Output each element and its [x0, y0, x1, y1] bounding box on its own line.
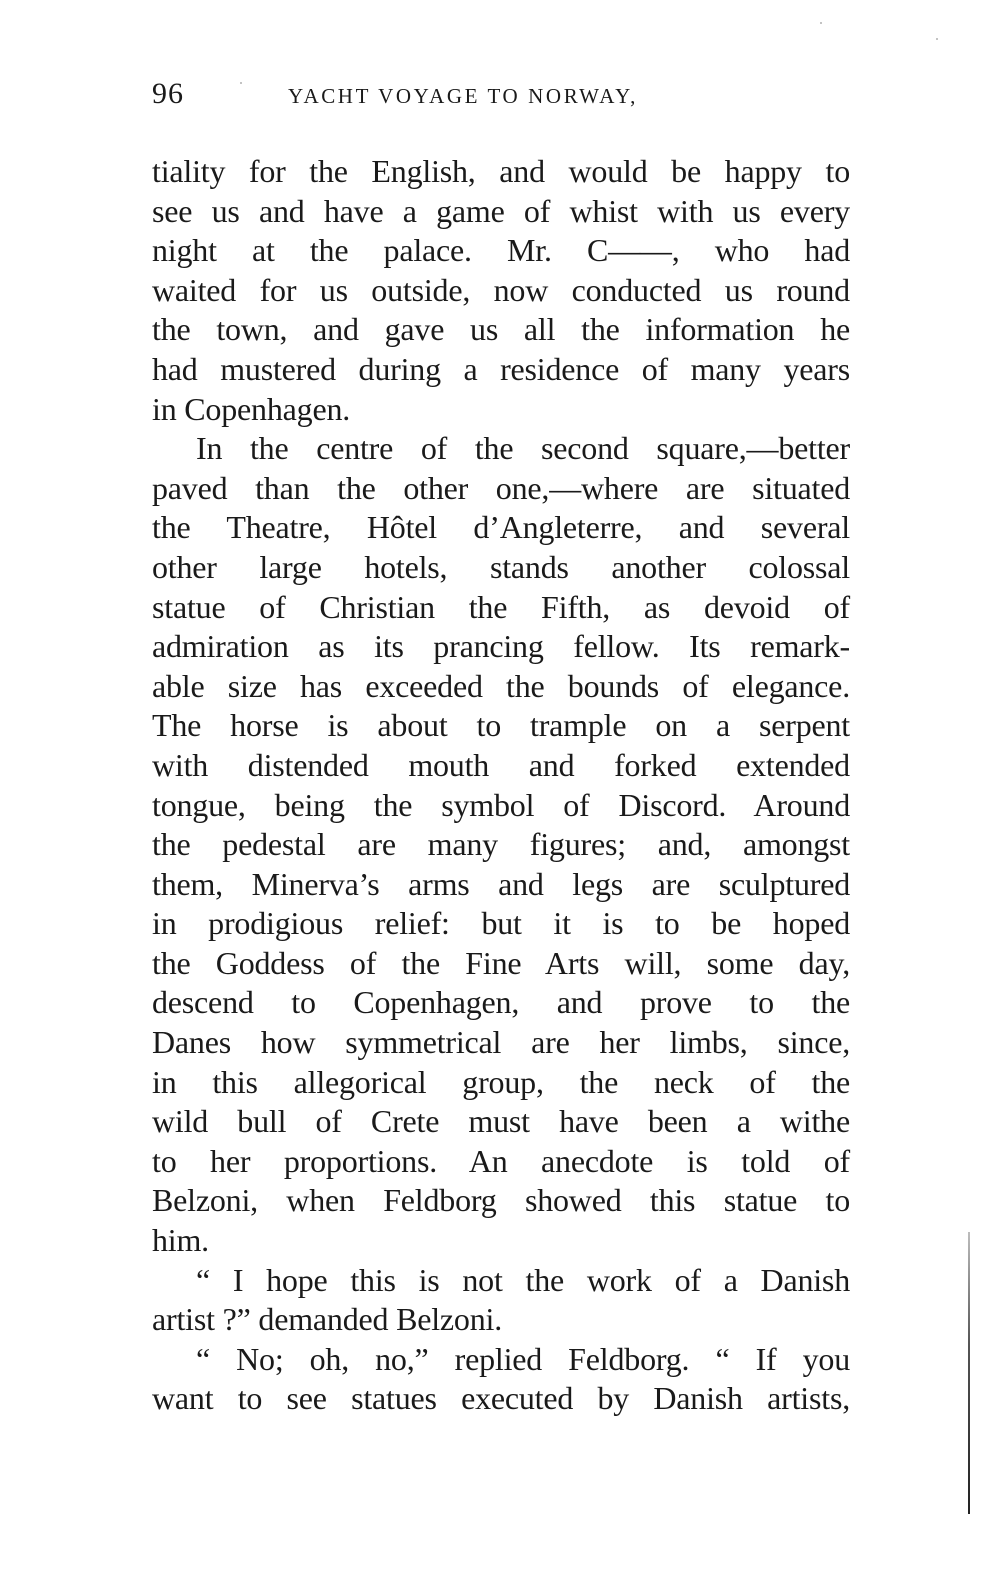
text-line: waited for us outside, now conducted us round [152, 271, 850, 308]
text-line: with distended mouth and forked extended [152, 746, 850, 783]
text-line: night at the palace. Mr. C——, who had [152, 232, 850, 269]
scan-speck [240, 82, 242, 84]
page-number: 96 [152, 77, 184, 110]
text-line: Danes how symmetrical are her limbs, since, [152, 1024, 850, 1061]
paragraph-start: “ I hope this is not the work of a Danish [196, 1261, 850, 1298]
text-line: descend to Copenhagen, and prove to the [152, 984, 850, 1021]
text-line: wild bull of Crete must have been a withe [152, 1103, 850, 1140]
text-line: to her proportions. An anecdote is told of [152, 1142, 850, 1179]
text-line: other large hotels, stands another colossal [152, 548, 850, 585]
text-line: in this allegorical group, the neck of the [152, 1063, 850, 1100]
scan-speck [936, 38, 938, 40]
text-line: The horse is about to trample on a serpent [152, 707, 850, 744]
text-line: them, Minerva’s arms and legs are sculptured [152, 865, 850, 902]
text-line: him. [152, 1222, 209, 1259]
text-line: had mustered during a residence of many years [152, 350, 850, 387]
running-head [152, 74, 712, 114]
text-line: Belzoni, when Feldborg showed this statue to [152, 1182, 850, 1219]
text-line: paved than the other one,—where are situated [152, 469, 850, 506]
paragraph-start: In the centre of the second square,—better [196, 430, 850, 467]
text-line: tongue, being the symbol of Discord. Around [152, 786, 850, 823]
text-line: artist ?” demanded Belzoni. [152, 1301, 503, 1338]
scan-edge-mark [968, 1232, 970, 1514]
text-line: in Copenhagen. [152, 390, 351, 427]
text-line: admiration as its prancing fellow. Its remark- [152, 628, 850, 665]
scan-speck [820, 22, 822, 24]
text-line: statue of Christian the Fifth, as devoid of [152, 588, 850, 625]
text-line: the town, and gave us all the information he [152, 311, 850, 348]
text-line: the pedestal are many figures; and, amongst [152, 826, 850, 863]
text-line: the Goddess of the Fine Arts will, some day, [152, 944, 850, 981]
paragraph-start: “ No; oh, no,” replied Feldborg. “ If you [196, 1340, 850, 1377]
text-line: in prodigious relief: but it is to be hoped [152, 905, 850, 942]
running-title: YACHT VOYAGE TO NORWAY, [288, 84, 638, 108]
text-line: the Theatre, Hôtel d’Angleterre, and several [152, 509, 850, 546]
text-line: tiality for the English, and would be happy to [152, 153, 850, 189]
text-line: see us and have a game of whist with us every [152, 192, 850, 229]
text-line: want to see statues executed by Danish artists, [152, 1380, 850, 1417]
text-line: able size has exceeded the bounds of elegance. [152, 667, 850, 704]
body-text [152, 152, 850, 1419]
